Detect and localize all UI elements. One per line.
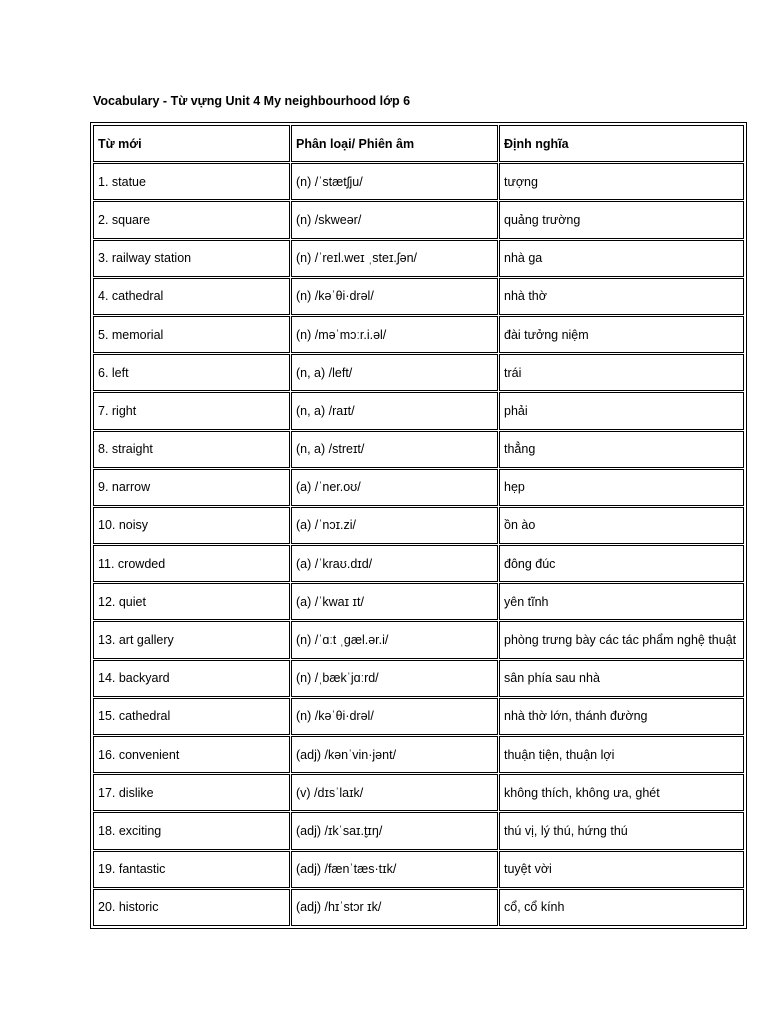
pronunciation-cell: (n, a) /raɪt/	[291, 392, 498, 429]
definition-cell: thú vị, lý thú, hứng thú	[499, 812, 744, 849]
header-type-pronunciation: Phân loại/ Phiên âm	[291, 125, 498, 162]
word-cell: 13. art gallery	[93, 621, 290, 658]
definition-cell: cổ, cổ kính	[499, 889, 744, 926]
header-definition: Định nghĩa	[499, 125, 744, 162]
pronunciation-cell: (n) /məˈmɔːr.i.əl/	[291, 316, 498, 353]
pronunciation-cell: (a) /ˈner.oʊ/	[291, 469, 498, 506]
word-cell: 14. backyard	[93, 660, 290, 697]
word-cell: 3. railway station	[93, 240, 290, 277]
table-row	[93, 545, 744, 582]
document-title: Vocabulary - Từ vựng Unit 4 My neighbourhood lớp 6	[93, 94, 411, 108]
table-row	[93, 736, 744, 773]
pronunciation-cell: (n, a) /left/	[291, 354, 498, 391]
definition-cell: yên tĩnh	[499, 583, 744, 620]
pronunciation-cell: (adj) /ɪkˈsaɪ.t̬ɪŋ/	[291, 812, 498, 849]
word-cell: 7. right	[93, 392, 290, 429]
header-new-word: Từ mới	[93, 125, 290, 162]
definition-cell: trái	[499, 354, 744, 391]
pronunciation-cell: (adj) /fænˈtæs·tɪk/	[291, 851, 498, 888]
definition-cell: hẹp	[499, 469, 744, 506]
vocabulary-grid	[92, 124, 745, 927]
definition-cell: đài tưởng niệm	[499, 316, 744, 353]
definition-cell: nhà ga	[499, 240, 744, 277]
word-cell: 8. straight	[93, 431, 290, 468]
pronunciation-cell: (n) /ˈstætʃju/	[291, 163, 498, 200]
word-cell: 5. memorial	[93, 316, 290, 353]
word-cell: 20. historic	[93, 889, 290, 926]
pronunciation-cell: (adj) /kənˈvin·jənt/	[291, 736, 498, 773]
word-cell: 9. narrow	[93, 469, 290, 506]
table-row	[93, 698, 744, 735]
definition-cell: phòng trưng bày các tác phẩm nghệ thuật	[499, 621, 744, 658]
table-row	[93, 354, 744, 391]
definition-cell: thuận tiện, thuận lợi	[499, 736, 744, 773]
word-cell: 1. statue	[93, 163, 290, 200]
pronunciation-cell: (n) /kəˈθi·drəl/	[291, 698, 498, 735]
table-row	[93, 240, 744, 277]
word-cell: 2. square	[93, 201, 290, 238]
pronunciation-cell: (n, a) /streɪt/	[291, 431, 498, 468]
pronunciation-cell: (n) /kəˈθi·drəl/	[291, 278, 498, 315]
pronunciation-cell: (v) /dɪsˈlaɪk/	[291, 774, 498, 811]
table-header-row	[93, 125, 744, 162]
table-row	[93, 583, 744, 620]
word-cell: 10. noisy	[93, 507, 290, 544]
table-row	[93, 660, 744, 697]
pronunciation-cell: (adj) /hɪˈstɔr ɪk/	[291, 889, 498, 926]
table-row	[93, 201, 744, 238]
definition-cell: sân phía sau nhà	[499, 660, 744, 697]
table-row	[93, 278, 744, 315]
definition-cell: tượng	[499, 163, 744, 200]
definition-cell: nhà thờ lớn, thánh đường	[499, 698, 744, 735]
pronunciation-cell: (a) /ˈkwaɪ ɪt/	[291, 583, 498, 620]
definition-cell: đông đúc	[499, 545, 744, 582]
word-cell: 17. dislike	[93, 774, 290, 811]
definition-cell: thẳng	[499, 431, 744, 468]
pronunciation-cell: (n) /skweər/	[291, 201, 498, 238]
table-row	[93, 812, 744, 849]
table-row	[93, 392, 744, 429]
word-cell: 12. quiet	[93, 583, 290, 620]
word-cell: 4. cathedral	[93, 278, 290, 315]
word-cell: 6. left	[93, 354, 290, 391]
definition-cell: ồn ào	[499, 507, 744, 544]
definition-cell: phải	[499, 392, 744, 429]
pronunciation-cell: (n) /ˈɑːt ˌɡæl.ər.i/	[291, 621, 498, 658]
word-cell: 18. exciting	[93, 812, 290, 849]
table-row	[93, 851, 744, 888]
definition-cell: tuyệt vời	[499, 851, 744, 888]
table-row	[93, 163, 744, 200]
word-cell: 11. crowded	[93, 545, 290, 582]
definition-cell: không thích, không ưa, ghét	[499, 774, 744, 811]
pronunciation-cell: (n) /ˈreɪl.weɪ ˌsteɪ.ʃən/	[291, 240, 498, 277]
table-row	[93, 774, 744, 811]
table-row	[93, 507, 744, 544]
table-row	[93, 889, 744, 926]
table-row	[93, 431, 744, 468]
table-row	[93, 621, 744, 658]
vocabulary-table	[90, 122, 747, 929]
pronunciation-cell: (a) /ˈnɔɪ.zi/	[291, 507, 498, 544]
definition-cell: quảng trường	[499, 201, 744, 238]
word-cell: 19. fantastic	[93, 851, 290, 888]
word-cell: 16. convenient	[93, 736, 290, 773]
table-row	[93, 316, 744, 353]
pronunciation-cell: (n) /ˌbækˈjɑːrd/	[291, 660, 498, 697]
definition-cell: nhà thờ	[499, 278, 744, 315]
table-row	[93, 469, 744, 506]
pronunciation-cell: (a) /ˈkraʊ.dɪd/	[291, 545, 498, 582]
word-cell: 15. cathedral	[93, 698, 290, 735]
